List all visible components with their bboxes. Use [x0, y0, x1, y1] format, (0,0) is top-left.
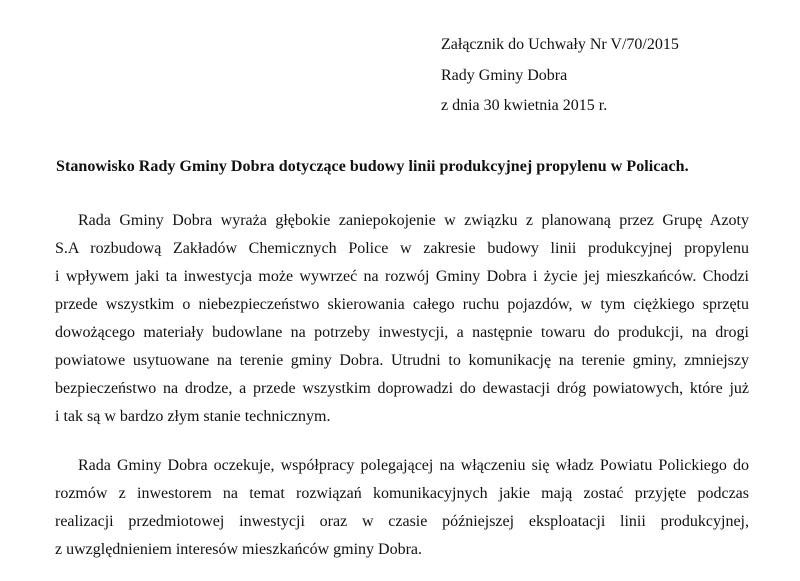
council-name: Rady Gminy Dobra [441, 67, 568, 84]
attachment-heading: Załącznik do Uchwały Nr V/70/2015 [441, 36, 679, 53]
paragraph-line: rozmów z inwestorem na temat rozwiązań komunikacyjnych jakie mają zostać przyjęte podczas [55, 485, 749, 502]
paragraph-line: realizacji przedmiotowej inwestycji oraz w czasie późniejszej eksploatacji linii produkcyjnej, [55, 513, 749, 530]
paragraph-line: i wpływem jaki ta inwestycja może wywrzeć na rozwój Gminy Dobra i życie jej mieszkańców. Chodzi [55, 268, 749, 285]
paragraph-line: i tak są w bardzo złym stanie technicznym. [55, 408, 331, 425]
paragraph-line: Rada Gminy Dobra wyraża głębokie zaniepokojenie w związku z planowaną przez Grupę Azoty [78, 212, 749, 229]
paragraph-line: Rada Gminy Dobra oczekuje, współpracy polegającej na włączeniu się władz Powiatu Polickiego do [78, 457, 749, 474]
paragraph-line: dowożącego materiały budowlane na potrzeby inwestycji, a następnie towaru do produkcji, na drogi [55, 324, 749, 341]
resolution-date: z dnia 30 kwietnia 2015 r. [441, 97, 608, 114]
document-title: Stanowisko Rady Gminy Dobra dotyczące budowy linii produkcyjnej propylenu w Policach. [56, 158, 689, 175]
paragraph-line: S.A rozbudową Zakładów Chemicznych Police w zakresie budowy linii produkcyjnej propylenu [55, 240, 749, 257]
paragraph-line: powiatowe usytuowane na terenie gminy Dobra. Utrudni to komunikację na terenie gminy, zmniejszy [55, 352, 749, 369]
paragraph-line: bezpieczeństwo na drodze, a przede wszystkim doprowadzi do dewastacji dróg powiatowych, które już [55, 380, 749, 397]
paragraph-line: przede wszystkim o niebezpieczeństwo skierowania całego ruchu pojazdów, w tym ciężkiego sprzętu [55, 296, 749, 313]
paragraph-line: z uwzględnieniem interesów mieszkańców gminy Dobra. [55, 541, 422, 558]
